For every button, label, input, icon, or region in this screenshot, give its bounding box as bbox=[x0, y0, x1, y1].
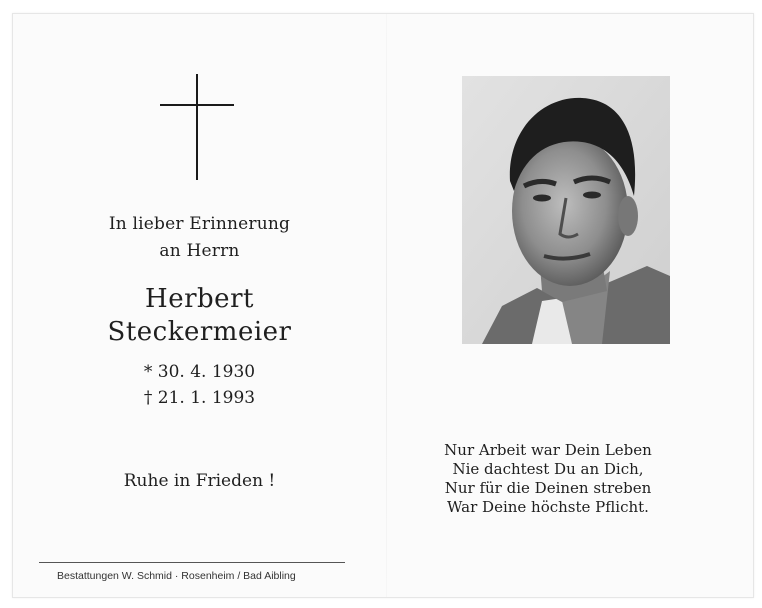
birth-date: * 30. 4. 1930 bbox=[143, 362, 256, 382]
poem-line-1: Nur Arbeit war Dein Leben bbox=[444, 441, 652, 459]
footer-divider bbox=[39, 562, 345, 563]
poem-line-2: Nie dachtest Du an Dich, bbox=[452, 460, 644, 478]
poem-line-3: Nur für die Deinen streben bbox=[444, 479, 652, 497]
intro-line-2: an Herrn bbox=[159, 241, 240, 261]
last-name: Steckermeier bbox=[107, 317, 292, 347]
cross-icon bbox=[160, 74, 234, 180]
first-name: Herbert bbox=[145, 284, 254, 314]
undertaker-credit: Bestattungen W. Schmid · Rosenheim / Bad Aibling bbox=[57, 570, 296, 582]
left-panel bbox=[13, 14, 386, 597]
portrait-photo bbox=[462, 76, 670, 344]
portrait-illustration bbox=[462, 76, 670, 344]
poem-line-4: War Deine höchste Pflicht. bbox=[447, 498, 649, 516]
intro-line-1: In lieber Erinnerung bbox=[108, 214, 291, 234]
death-date: † 21. 1. 1993 bbox=[143, 388, 256, 408]
right-panel bbox=[387, 14, 753, 597]
farewell-text: Ruhe in Frieden ! bbox=[123, 471, 276, 491]
memorial-poem bbox=[387, 441, 709, 517]
memorial-card bbox=[12, 13, 754, 598]
